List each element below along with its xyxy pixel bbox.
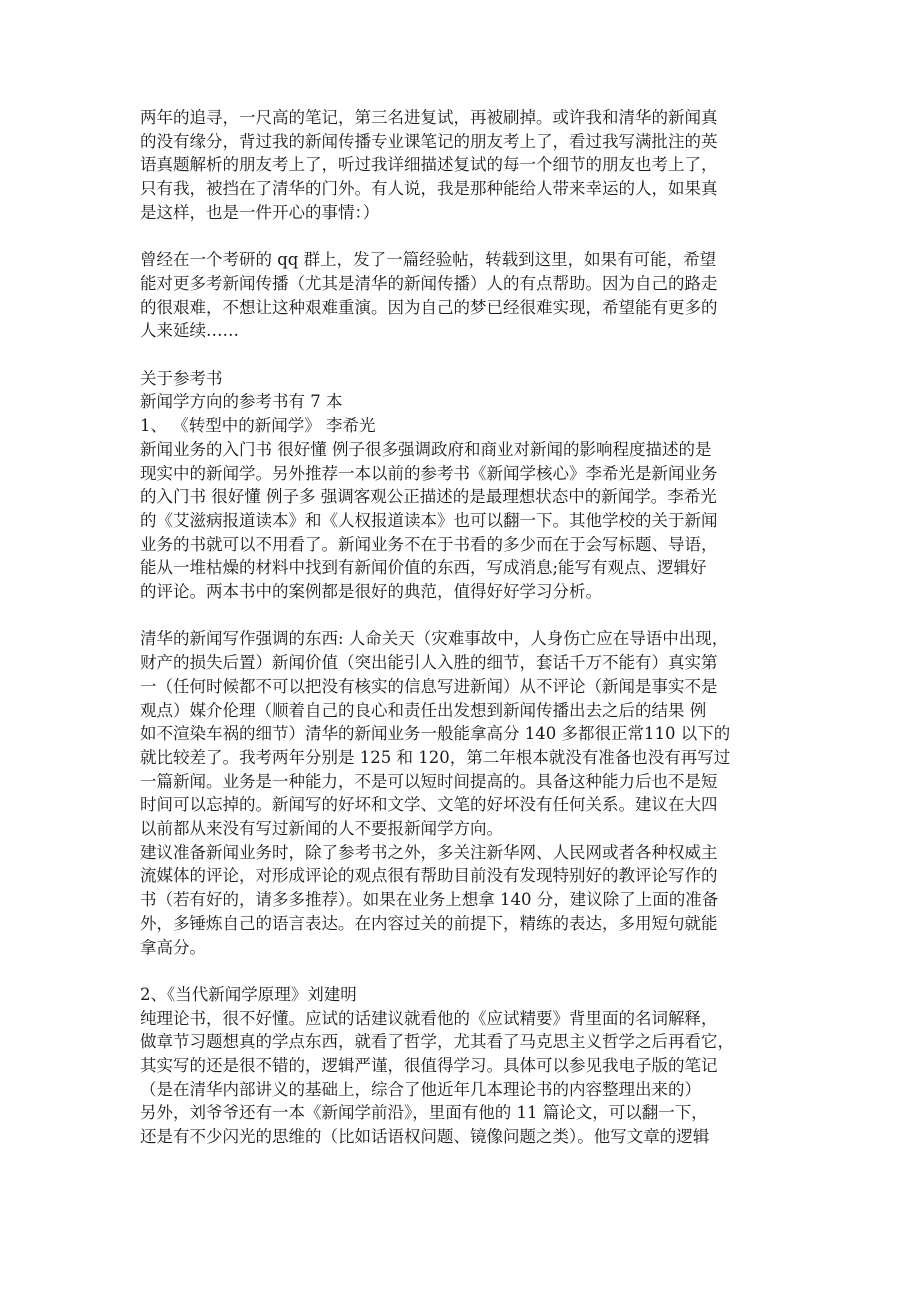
text-line: 的没有缘分，背过我的新闻传播专业课笔记的朋友考上了，看过我写满批注的英 — [140, 131, 718, 151]
book-count-line: 新闻学方向的参考书有 7 本 — [140, 392, 343, 412]
section-heading: 关于参考书 — [140, 368, 223, 388]
text-line: 做章节习题想真的学点东西，就看了哲学，尤其看了马克思主义哲学之后再看它， — [140, 1032, 734, 1052]
paragraph-gap — [140, 959, 790, 983]
document-body — [140, 106, 790, 1149]
book2-heading: 2、《当代新闻学原理》刘建明 — [140, 984, 357, 1004]
text-line: 新闻业务的入门书 很好懂 例子很多强调政府和商业对新闻的影响程度描述的是 — [140, 439, 712, 459]
text-line: 的《艾滋病报道读本》和《人权报道读本》也可以翻一下。其他学校的关于新闻 — [140, 510, 718, 530]
book2-section — [140, 983, 790, 1149]
text-line: 财产的损失后置）新闻价值（突出能引人入胜的细节，套话千万不能有）真实第 — [140, 653, 718, 673]
text-line: 的很艰难，不想让这种艰难重演。因为自己的梦已经很难实现，希望能有更多的 — [140, 297, 718, 317]
text-line: 现实中的新闻学。另外推荐一本以前的参考书《新闻学核心》李希光是新闻业务 — [140, 463, 718, 483]
paragraph-gap — [140, 604, 790, 628]
text-line: 能从一堆枯燥的材料中找到有新闻价值的东西，写成消息;能写有观点、逻辑好 — [140, 558, 707, 578]
text-line: 的入门书 很好懂 例子多 强调客观公正描述的是最理想状态中的新闻学。李希光 — [140, 487, 717, 507]
text-line: 一（任何时候都不可以把没有核实的信息写进新闻）从不评论（新闻是事实不是 — [140, 676, 718, 696]
text-line: 时间可以忘掉的。新闻写的好坏和文学、文笔的好坏没有任何关系。建议在大四 — [140, 795, 718, 815]
text-line: 就比较差了。我考两年分别是 125 和 120，第二年根本就没有准备也没有再写过 — [140, 747, 731, 767]
text-line: 纯理论书，很不好懂。应试的话建议就看他的《应试精要》背里面的名词解释， — [140, 1008, 718, 1028]
text-line: 外，多锤炼自己的语言表达。在内容过关的前提下，精练的表达，多用短句就能 — [140, 913, 718, 933]
text-line: 语真题解析的朋友考上了，听过我详细描述复试的每一个细节的朋友也考上了， — [140, 155, 718, 175]
text-line: 清华的新闻写作强调的东西: 人命关天（灾难事故中，人身伤亡应在导语中出现， — [140, 629, 729, 649]
book1-heading: 1、 《转型中的新闻学》 李希光 — [140, 416, 376, 436]
text-line: 如不渲染车祸的细节）清华的新闻业务一般能拿高分 140 多都很正常110 以下的 — [140, 724, 731, 744]
text-line: 流媒体的评论，对形成评论的观点很有帮助目前没有发现特别好的教评论写作的 — [140, 866, 718, 886]
paragraph-gap — [140, 343, 790, 367]
advice-paragraph — [140, 841, 790, 960]
text-line: 观点）媒介伦理（顺着自己的良心和责任出发想到新闻传播出去之后的结果 例 — [140, 700, 707, 720]
text-line: 以前都从来没有写过新闻的人不要报新闻学方向。 — [140, 819, 503, 839]
text-line: 是这样，也是一件开心的事情：） — [140, 202, 380, 222]
text-line: （是在清华内部讲义的基础上，综合了他近年几本理论书的内容整理出来的） — [140, 1079, 701, 1099]
text-line: 还是有不少闪光的思维的（比如话语权问题、镜像问题之类）。他写文章的逻辑 — [140, 1127, 710, 1147]
text-line: 书（若有好的，请多多推荐）。如果在业务上想拿 140 分，建议除了上面的准备 — [140, 890, 719, 910]
text-line: 拿高分。 — [140, 937, 206, 957]
purpose-paragraph — [140, 248, 790, 343]
text-line: 的评论。两本书中的案例都是很好的典范，值得好好学习分析。 — [140, 582, 602, 602]
text-line: 能对更多考新闻传播（尤其是清华的新闻传播）人的有点帮助。因为自己的路走 — [140, 273, 718, 293]
intro-paragraph — [140, 106, 790, 225]
text-line: 两年的追寻，一尺高的笔记，第三名进复试，再被刷掉。或许我和清华的新闻真 — [140, 108, 718, 127]
text-line: 另外，刘爷爷还有一本《新闻学前沿》，里面有他的 11 篇论文，可以翻一下， — [140, 1103, 708, 1123]
reference-books-section — [140, 367, 790, 604]
text-line: 业务的书就可以不用看了。新闻业务不在于书看的多少而在于会写标题、导语， — [140, 534, 718, 554]
text-line: 其实写的还是很不错的，逻辑严谨，很值得学习。具体可以参见我电子版的笔记 — [140, 1056, 718, 1076]
text-line: 人来延续…… — [140, 321, 239, 341]
text-line: 只有我，被挡在了清华的门外。有人说，我是那种能给人带来幸运的人，如果真 — [140, 179, 718, 199]
tsinghua-writing-paragraph — [140, 627, 790, 840]
text-line: 建议准备新闻业务时，除了参考书之外，多关注新华网、人民网或者各种权威主 — [140, 842, 718, 862]
paragraph-gap — [140, 225, 790, 249]
text-line: 一篇新闻。业务是一种能力，不是可以短时间提高的。具备这种能力后也不是短 — [140, 771, 718, 791]
text-line: 曾经在一个考研的 qq 群上，发了一篇经验帖，转载到这里，如果有可能，希望 — [140, 250, 717, 270]
